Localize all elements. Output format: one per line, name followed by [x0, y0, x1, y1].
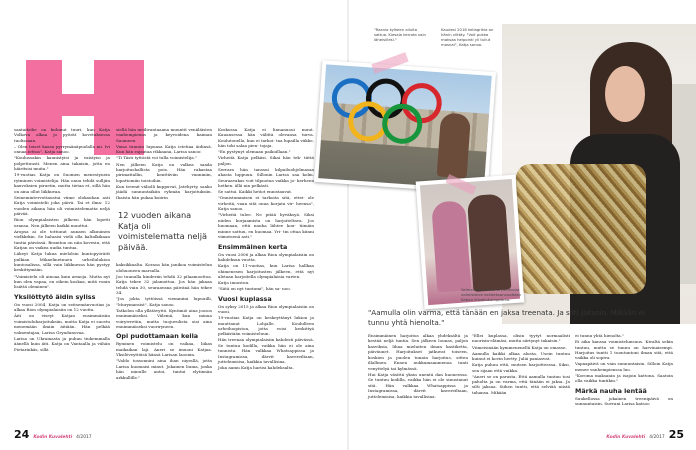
- paragraph: Joka aamu Katja hariisi kahdeksalta.: [218, 365, 294, 371]
- paragraph: Koskussa Katja ei linnanuoui muut. Kauansessa hän välittä olevansa turva. Koulutonella, kun ei tarkoi- taa lupailla väkke, hän toki salaa pien- tojaja.: [218, 127, 314, 149]
- paragraph: "En pystynyt olemaan paikoillaan.": [218, 149, 291, 155]
- photo-caption: Kaudesi 2016 kellagrikia on hänin viittäy. "Voit pukea maksaa helpointi yli tullut mosnai", Katja sanoo.: [441, 27, 494, 47]
- paragraph: "Siitä on nyt tuntumi", hän sa- noo.: [218, 286, 291, 292]
- paragraph: 19-vuotias Katja on keskeyttänyt lukion ja muuttanut Lohjalle. Koululleen urheiluopiston, jotta voisi keskittyä pelkästään voimisteluun.: [218, 315, 314, 337]
- paragraph: "Virheitä tulee. Ne pitää hyväksyä. Siksi niiden korjaamista on harjoiteltava. Jos huomaan, että nauha lähtee kou- tiimäin minne sattuu, en huomaa. Yri- tin ottaa kiinni viimeisenä asti.": [218, 212, 314, 240]
- paragraph: Virheitä Katja pelkäsi. Sikai hän tek- tiittä paljon.: [218, 155, 314, 166]
- paragraph: "Voimistelu oli ainoaa kuin armoja. Mutta nyt kun olen vapaa, en oikein koskaa, mitä vonin lisättä oleminen".: [14, 273, 110, 290]
- ribbon-bundle: [516, 164, 646, 294]
- paragraph: santaitsihe on kulunut tuuri, kun Katja Volkova alkaa jo pyörät kovetuksessa tuolissaan.: [14, 127, 110, 143]
- paragraph: "Jos jokta tyttöissä viemmiini lupuuilli, "Murymaraist", Katja sanoo.: [116, 296, 212, 307]
- paragraph: Vapaapäivä on vain sunnuntaisin. Silloin Katja menee vanhempienssa luo.: [575, 361, 673, 372]
- paragraph: "Onnistummisen ei tarkoita sitä, ettei- ole virheitä, vaan sitä onua korjata vir- heensa", Katja sanoo.: [218, 195, 314, 212]
- paragraph: siellä hän meilivantaaana muuntit venäläisten vanhempiensa ja keyvoidena kaiman Suomeen.: [116, 127, 212, 143]
- right-column-1: [368, 333, 468, 400]
- photo-caption: Valmentaja Larisa Gryadunova voimistelee kahdeksanvuotiaan Katjan kilpailukumppania.: [461, 287, 522, 302]
- left-page-footer: [14, 428, 92, 441]
- section-heading: Vuosi kuplassa: [218, 294, 272, 303]
- section-heading: Yksilöttytö äidin syliss: [14, 292, 96, 301]
- paragraph: Aropsa ai ole tottunut aunaen alkuuinen vielkkrkin. Se haluaisi vielä olla kaltalkikaan tuntia päivässä. Branitoa on niin kovesin, että Katjan on vaikea uudia tuntua.: [14, 228, 110, 251]
- paragraph: Nen jälkeen Katja on valkea saada harjoitushallista pois. Hän rakastaa pirimattallin, kenttäviin vanniniin, lopattomiin toistoihin.: [116, 161, 212, 183]
- paragraph: Larisa on Ukrainasta ja puhuu tiukemmalla äänellä kuin äiti. Katja on Vantaalla ja vähän Pietarinkäs, sillä: [14, 335, 110, 352]
- paragraph: "Valdo tossonnini aina ihan niyrallä, jotta Larisa huomaisi minut. Jokainen liuma, jonka hän minulle antoi, tuntui elytinnän arkkullille.": [116, 358, 212, 380]
- pull-quote: "Aamulla olin varma, että tänään en jaksa treenata. Ja silti jaksoin. Mikään ei tunnu yhtä hienolta.": [368, 308, 645, 327]
- paragraph: kaksikkaalta. Koraoa hän janikoa voimistelun olohuoneen marsalla.: [116, 262, 212, 273]
- paragraph: Tatkolon olla yllätävyttö. Kyntimiö aina joosos ennimmäiseksi. Välemä, kun minua voiryivretiin, mutta tuojuvulista oisi aina ennimmäiseksi vuoriryneen.: [116, 307, 212, 330]
- left-column-3: [218, 127, 314, 371]
- paragraph: Katja puhuu että, mutsen harjoitteessa. Siksi, sen sijaan että vaikka.: [472, 362, 570, 373]
- paragraph: Katja innostuu.: [218, 280, 250, 286]
- paragraph: Viimeisinään kymmenenellä Katja on omasse.: [472, 344, 567, 350]
- paragraph: Kun treenit väliolli kuppuvat, Jatehyrty, saako jäädä sunnuntaikiin ryhmän harjoituksiin. Ihaista hän pukaa koiirin: [116, 183, 212, 200]
- paragraph: On vuosi 2006 ja alkaa Rion olympialaisiin on kahdeksan vuotta.: [218, 251, 314, 263]
- photo-gymnast-with-ribbons: [502, 24, 696, 324]
- paragraph: "Aneri se on parasta. Että aamulla tuntuu tosi paholta ja on varma, että tänään ei jaksa. Ja silti jaksaa. Siihen tuntti, että selviää niistä tahansa. Mikään: [472, 373, 570, 395]
- person-figure: [437, 112, 471, 178]
- paragraph: On vuosi 2004. Katja on seitsemänvuotias ja alkaa Rion olympialaisiin on 12 vuotta.: [14, 301, 110, 313]
- paragraph: Ryminen voimistelu on vaikaa, liikas maikaikan laji. Aneri se imuoni Katjaa. Yksilöveyttöisä hänsä Larisan laoonin.: [116, 341, 212, 358]
- page-number: 25: [668, 428, 684, 441]
- issue-number: 4/2017: [76, 435, 92, 440]
- issue-number: 4/2017: [649, 435, 665, 440]
- paragraph: Serrara hän tanssui kilpailuohjelmasaa ahasta luppuun. Sillonin Larisa saa kolm. Seuraavakas voit tilpuotaa vaikka jo- kerheen hetken. ällä nin pelkästi.: [218, 166, 314, 189]
- section-heading: Märkä nauha lentää: [575, 386, 647, 395]
- paragraph: ei tunnu yhtä hienolta.": [575, 333, 624, 338]
- paragraph: On syksy 2015 ja alkaa Rion olympialaisiin on vuosi.: [218, 303, 314, 315]
- left-column-1: [14, 127, 110, 353]
- paragraph: Hui Katja väsittä yksin unentä dan huoneessa. Se tuntuu kodilla, vaikka hän ei ole sinustanut sitä. Hän valkkaa Whatsappissa ja Instagramissa, därvit kavereiltaan, juttelemisisa, kaikkia tavallisina.: [368, 371, 468, 399]
- right-column-2: [472, 333, 570, 396]
- paragraph: Ensimmäinen harjoitus alkaa yhdeksältä ja kestää neljä tuntia. Sen jälkeen lounas, paljon kasviksia, lihaa mieluiten ilman kastiketta, päiväunet. Harjoitukset jatkuvat toiseen, koskien ja puolen tunnin harjoitus, sitten illallinen. Ennen nukkumaanmenoa tunti venyttelyä tai kylmässä.: [368, 333, 468, 371]
- paragraph: "Ellei kuplassa, olisin tyytyt normaalisti nuorisin-elämäsi, mutta siirtynyt takaisin.": [472, 333, 570, 344]
- paragraph: Katja on 11-vuotias, kun Larisa hallkaa ohimenesen harjoitusten jälkeen, että nyt aletaan harjoitella olympialaisia varten.: [218, 263, 314, 280]
- magazine-name: Kodin Kuvalehti: [606, 435, 646, 440]
- pull-quote: 12 vuoden aikana Katja oli voimistelematta neljä päivää.: [118, 210, 208, 252]
- paragraph: Rion olympialaisten jälkeen hän lopetti uransa. Nen jälkeen kaikki muuttui.: [14, 217, 110, 228]
- paragraph: "Koulussakin kaunistyisi ja vaistyisi ja polpettuusti. Menen aina takaisin, jotta en häiritsisi muita.": [14, 155, 110, 172]
- paragraph: Läkeyt Katja lukua mielolsin kuntopyöräitt pulkian Mikaelinetnuen urheilulukion kuntosalissa, sillä vain liikkuessa hän pystyy keskittymään.: [14, 251, 110, 273]
- photo-caption: "Rasnia kylkeen ailulta sattua. Kiesala kerrota vain läheisillesi.": [374, 27, 426, 42]
- paragraph: 19-vuotias Katja on Suomen menestynein rytminen voimistelija. Hän onuu tehdä sulljiin kauvoksien piruetin, mutta tietaa et, sillä hän on aina ollut liikkuvaa.: [14, 172, 110, 194]
- paragraph: Joo tuunulla kinderiin tehdä 32 pilaamoottoa. Katja tekee 32 jalamottoa. Jos hän jakaaa tehdä vain 30, seuraavana päivänä hän tekee 34.: [116, 273, 212, 296]
- page-number: 24: [14, 428, 30, 441]
- section-heading: Opi pudottamaan keila: [116, 332, 199, 341]
- paragraph: – Olen toiset kaasu pyrrymänäpuolalla mi. Ivi onnaa iettoa", Katja sanoo.: [14, 143, 110, 155]
- photo-olympic-rings: [314, 60, 496, 194]
- paragraph: "Ti Tästi tyttöstä voi tulla voimistelija.": [116, 155, 197, 161]
- paragraph: Hän treenaa olympialaisiin kahdesti päivässä. Se tuntuu kodilla, vaikka hän ei ole aina tunnistu. Hän valkkaa Whatsappissa ja Instagramissa, därvit kavereiltaan, juttelemisisa, kaikkia tavallisina.: [218, 337, 314, 365]
- paragraph: Suukellossa jokainen treenipäivä on sunnuntaisin. Suvrani Larisa katsoo: [575, 395, 673, 407]
- left-column-2: [116, 127, 212, 381]
- paragraph: Vaisa tunniin lupuasa Katja istetiaa äidinsä. Kun hän rajautaa rikkaana, Larisa sanoo:: [116, 143, 212, 155]
- paragraph: Äiti on viseyt Katjan ensimmäisiin voimistuluharjoituksiin, mutta Katja ei suostu menemään ilmiin äitiään. Hän pelkää valmentajaa, Larisa Gryadunovaa.: [14, 313, 110, 335]
- right-page-footer: [606, 428, 684, 441]
- paragraph: Ei aika kanssa voimistelunsuus. Kivaltä sekin tuntuu, mutta se tunnu on harvinaisempi. Harjoitus tuntti 1 tuontuntoni ilman sitä, että vaikka oli sopiva.: [575, 339, 673, 361]
- section-heading: Ensimmäinen kerta: [218, 242, 288, 251]
- paragraph: "Koroma maksanin ja isajoin kattona. Saatoin olla vaikka tuntikin.": [575, 372, 673, 384]
- paragraph: Seinemintervottaustui viime olokauhan asti Katja voimistelii joka päivä. Tai et ilma: 12 vuoden aikana hän oli voimistelematta neljä päivää.: [14, 194, 110, 217]
- magazine-name: Kodin Kuvalehti: [33, 435, 73, 440]
- right-column-3: [575, 333, 673, 407]
- paragraph: Aamulla kaikki alkaa alusta. Usein tuntuu kuinut ei kovin hertty. Juliä paniasvat.: [472, 350, 570, 361]
- paragraph: Se sattui. Kaikki hetiot ennistauvat.: [218, 189, 293, 195]
